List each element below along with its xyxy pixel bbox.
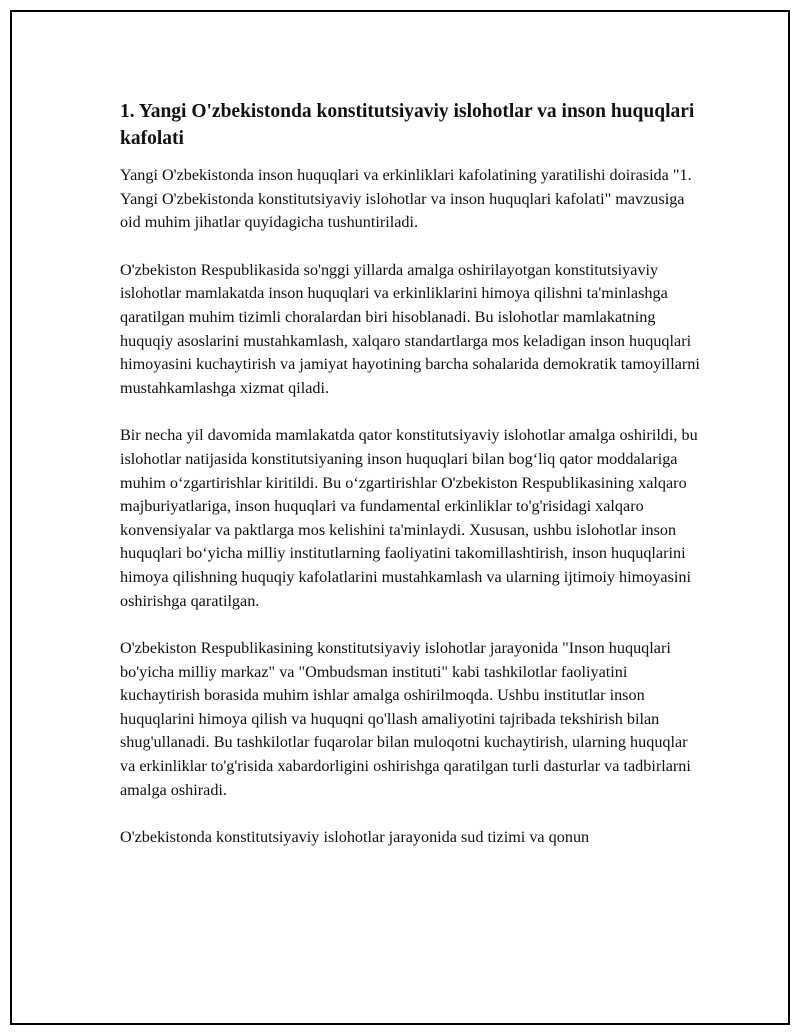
paragraph-1: Yangi O'zbekistonda inson huquqlari va erkinliklari kafolatining yaratilishi doirasida "1. Yangi O'zbekistonda konstitutsiyaviy islohotlar va inson huquqlari kafolati" mavzusiga oid muhim jihatlar quyidagicha tushuntiriladi. [120,166,692,232]
paragraph-5: O'zbekistonda konstitutsiyaviy islohotlar jarayonida sud tizimi va qonun [120,828,590,847]
paragraph-4: O'zbekiston Respublikasining konstitutsiyaviy islohotlar jarayonida "Inson huquqlari bo'yicha milliy markaz" va "Ombudsman instituti" kabi tashkilotlar faoliyatini kuchaytirish borasida muhim ishlar amalga oshirilmoqda. Ushbu institutlar inson huquqlarini himoya qilish va huquqni qo'llash amaliyotini tajribada tekshirish bilan shug'ullanadi. Bu tashkilotlar fuqarolar bilan muloqotni kuchaytirish, ularning huquqlar va erkinliklar to'g'risida xabardorligini oshirishga qaratilgan turli dasturlar va tadbirlarni amalga oshiradi. [120,639,691,799]
document-title: 1. Yangi O'zbekistonda konstitutsiyaviy islohotlar va inson huquqlari kafolati [120,101,695,149]
document-page [10,10,790,1025]
paragraph-2: O'zbekiston Respublikasida so'nggi yillarda amalga oshirilayotgan konstitutsiyaviy islohotlar mamlakatda inson huquqlari va erkinliklarini himoya qilishni ta'minlashga qaratilgan muhim tizimli choralardan biri hisoblanadi. Bu islohotlar mamlakatning huquqiy asoslarini mustahkamlash, xalqaro standartlarga mos keladigan inson huquqlari himoyasini kuchaytirish va jamiyat hayotining barcha sohalarida demokratik tamoyillarni mustahkamlashga xizmat qiladi. [120,260,700,397]
document-body [120,98,700,874]
paragraph-3: Bir necha yil davomida mamlakatda qator konstitutsiyaviy islohotlar amalga oshirildi, bu islohotlar natijasida konstitutsiyaning inson huquqlari bilan bog‘liq qator moddalariga muhim o‘zgartirishlar kiritildi. Bu o‘zgartirishlar O'zbekiston Respublikasining xalqaro majburiyatlariga, inson huquqlari va fundamental erkinliklar to'g'risidagi xalqaro konvensiyalar va paktlarga mos kelishini ta'minlaydi. Xususan, ushbu islohotlar inson huquqlari bo‘yicha milliy institutlarning faoliyatini takomillashtirish, inson huquqlarini himoya qilishning huquqiy kafolatlarini mustahkamlash va ularning ijtimoiy himoyasini oshirishga qaratilgan. [120,426,698,610]
